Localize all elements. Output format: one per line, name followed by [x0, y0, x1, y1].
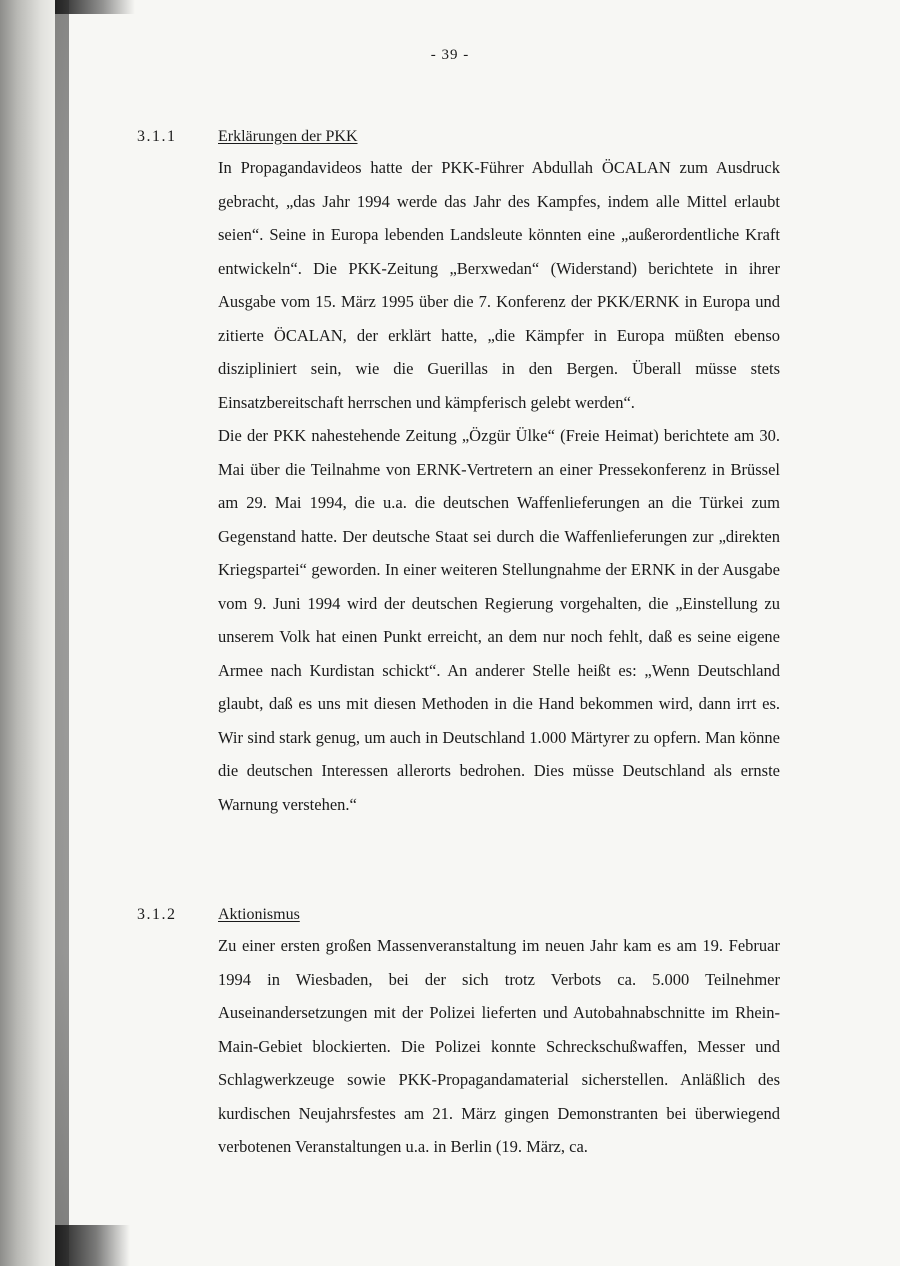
page-number: - 39 -: [430, 47, 470, 63]
scan-corner-bottom: [55, 1225, 130, 1266]
paragraph: In Propagandavideos hatte der PKK-Führer Abdullah ÖCALAN zum Ausdruck gebracht, „das Jahr 1994 werde das Jahr des Kampfes, indem alle Mittel erlaubt seien“. Seine in Europa lebenden Landsleute könnten eine „außerordentliche Kraft entwickeln“. Die PKK-Zeitung „Berxwedan“ (Widerstand) berichtete in ihrer Ausgabe vom 15. März 1995 über die 7. Konferenz der PKK/ERNK in Europa und zitierte ÖCALAN, der erklärt hatte, „die Kämpfer in Europa müßten ebenso diszipliniert sein, wie die Guerillas in den Bergen. Überall müsse stets Einsatzbereitschaft herrschen und kämpferisch gelebt werden“.: [218, 158, 780, 412]
scan-corner-top: [55, 0, 135, 14]
scan-binding-edge: [55, 0, 69, 1266]
section-number: 3.1.2: [137, 906, 177, 923]
paragraph: Die der PKK nahestehende Zeitung „Özgür Ülke“ (Freie Heimat) berichtete am 30. Mai über die Teilnahme von ERNK-Vertretern an einer Pressekonferenz in Brüssel am 29. Mai 1994, die u.a. die deutschen Waffenlieferungen an die Türkei zum Gegenstand hatte. Der deutsche Staat sei durch die Waffenlieferungen zur „direkten Kriegspartei“ geworden. In einer weiteren Stellungnahme der ERNK in der Ausgabe vom 9. Juni 1994 wird der deutschen Regierung vorgehalten, die „Einstellung zu unserem Volk hat einen Punkt erreicht, an dem nur noch fehlt, daß es seine eigene Armee nach Kurdistan schickt“. An anderer Stelle heißt es: „Wenn Deutschland glaubt, daß es uns mit diesen Methoden in die Hand bekommen wird, dann irrt es. Wir sind stark genug, um auch in Deutschland 1.000 Märtyrer zu opfern. Man könne die deutschen Interessen allerorts bedrohen. Dies müsse Deutschland als ernste Warnung verstehen.“: [218, 426, 780, 814]
section-number: 3.1.1: [137, 128, 177, 145]
section-body: [218, 151, 780, 821]
section-title: Erklärungen der PKK: [218, 128, 358, 145]
section-body: [218, 929, 780, 1164]
section-title: Aktionismus: [218, 906, 300, 923]
paragraph: Zu einer ersten großen Massenveranstaltung im neuen Jahr kam es am 19. Februar 1994 in Wiesbaden, bei der sich trotz Verbots ca. 5.000 Teilnehmer Auseinandersetzungen mit der Polizei lieferten und Autobahnabschnitte im Rhein-Main-Gebiet blockierten. Die Polizei konnte Schreckschußwaffen, Messer und Schlagwerkzeuge sowie PKK-Propagandamaterial sicherstellen. Anläßlich des kurdischen Neujahrsfestes am 21. März gingen Demonstranten bei überwiegend verbotenen Veranstaltungen u.a. in Berlin (19. März, ca.: [218, 936, 780, 1156]
